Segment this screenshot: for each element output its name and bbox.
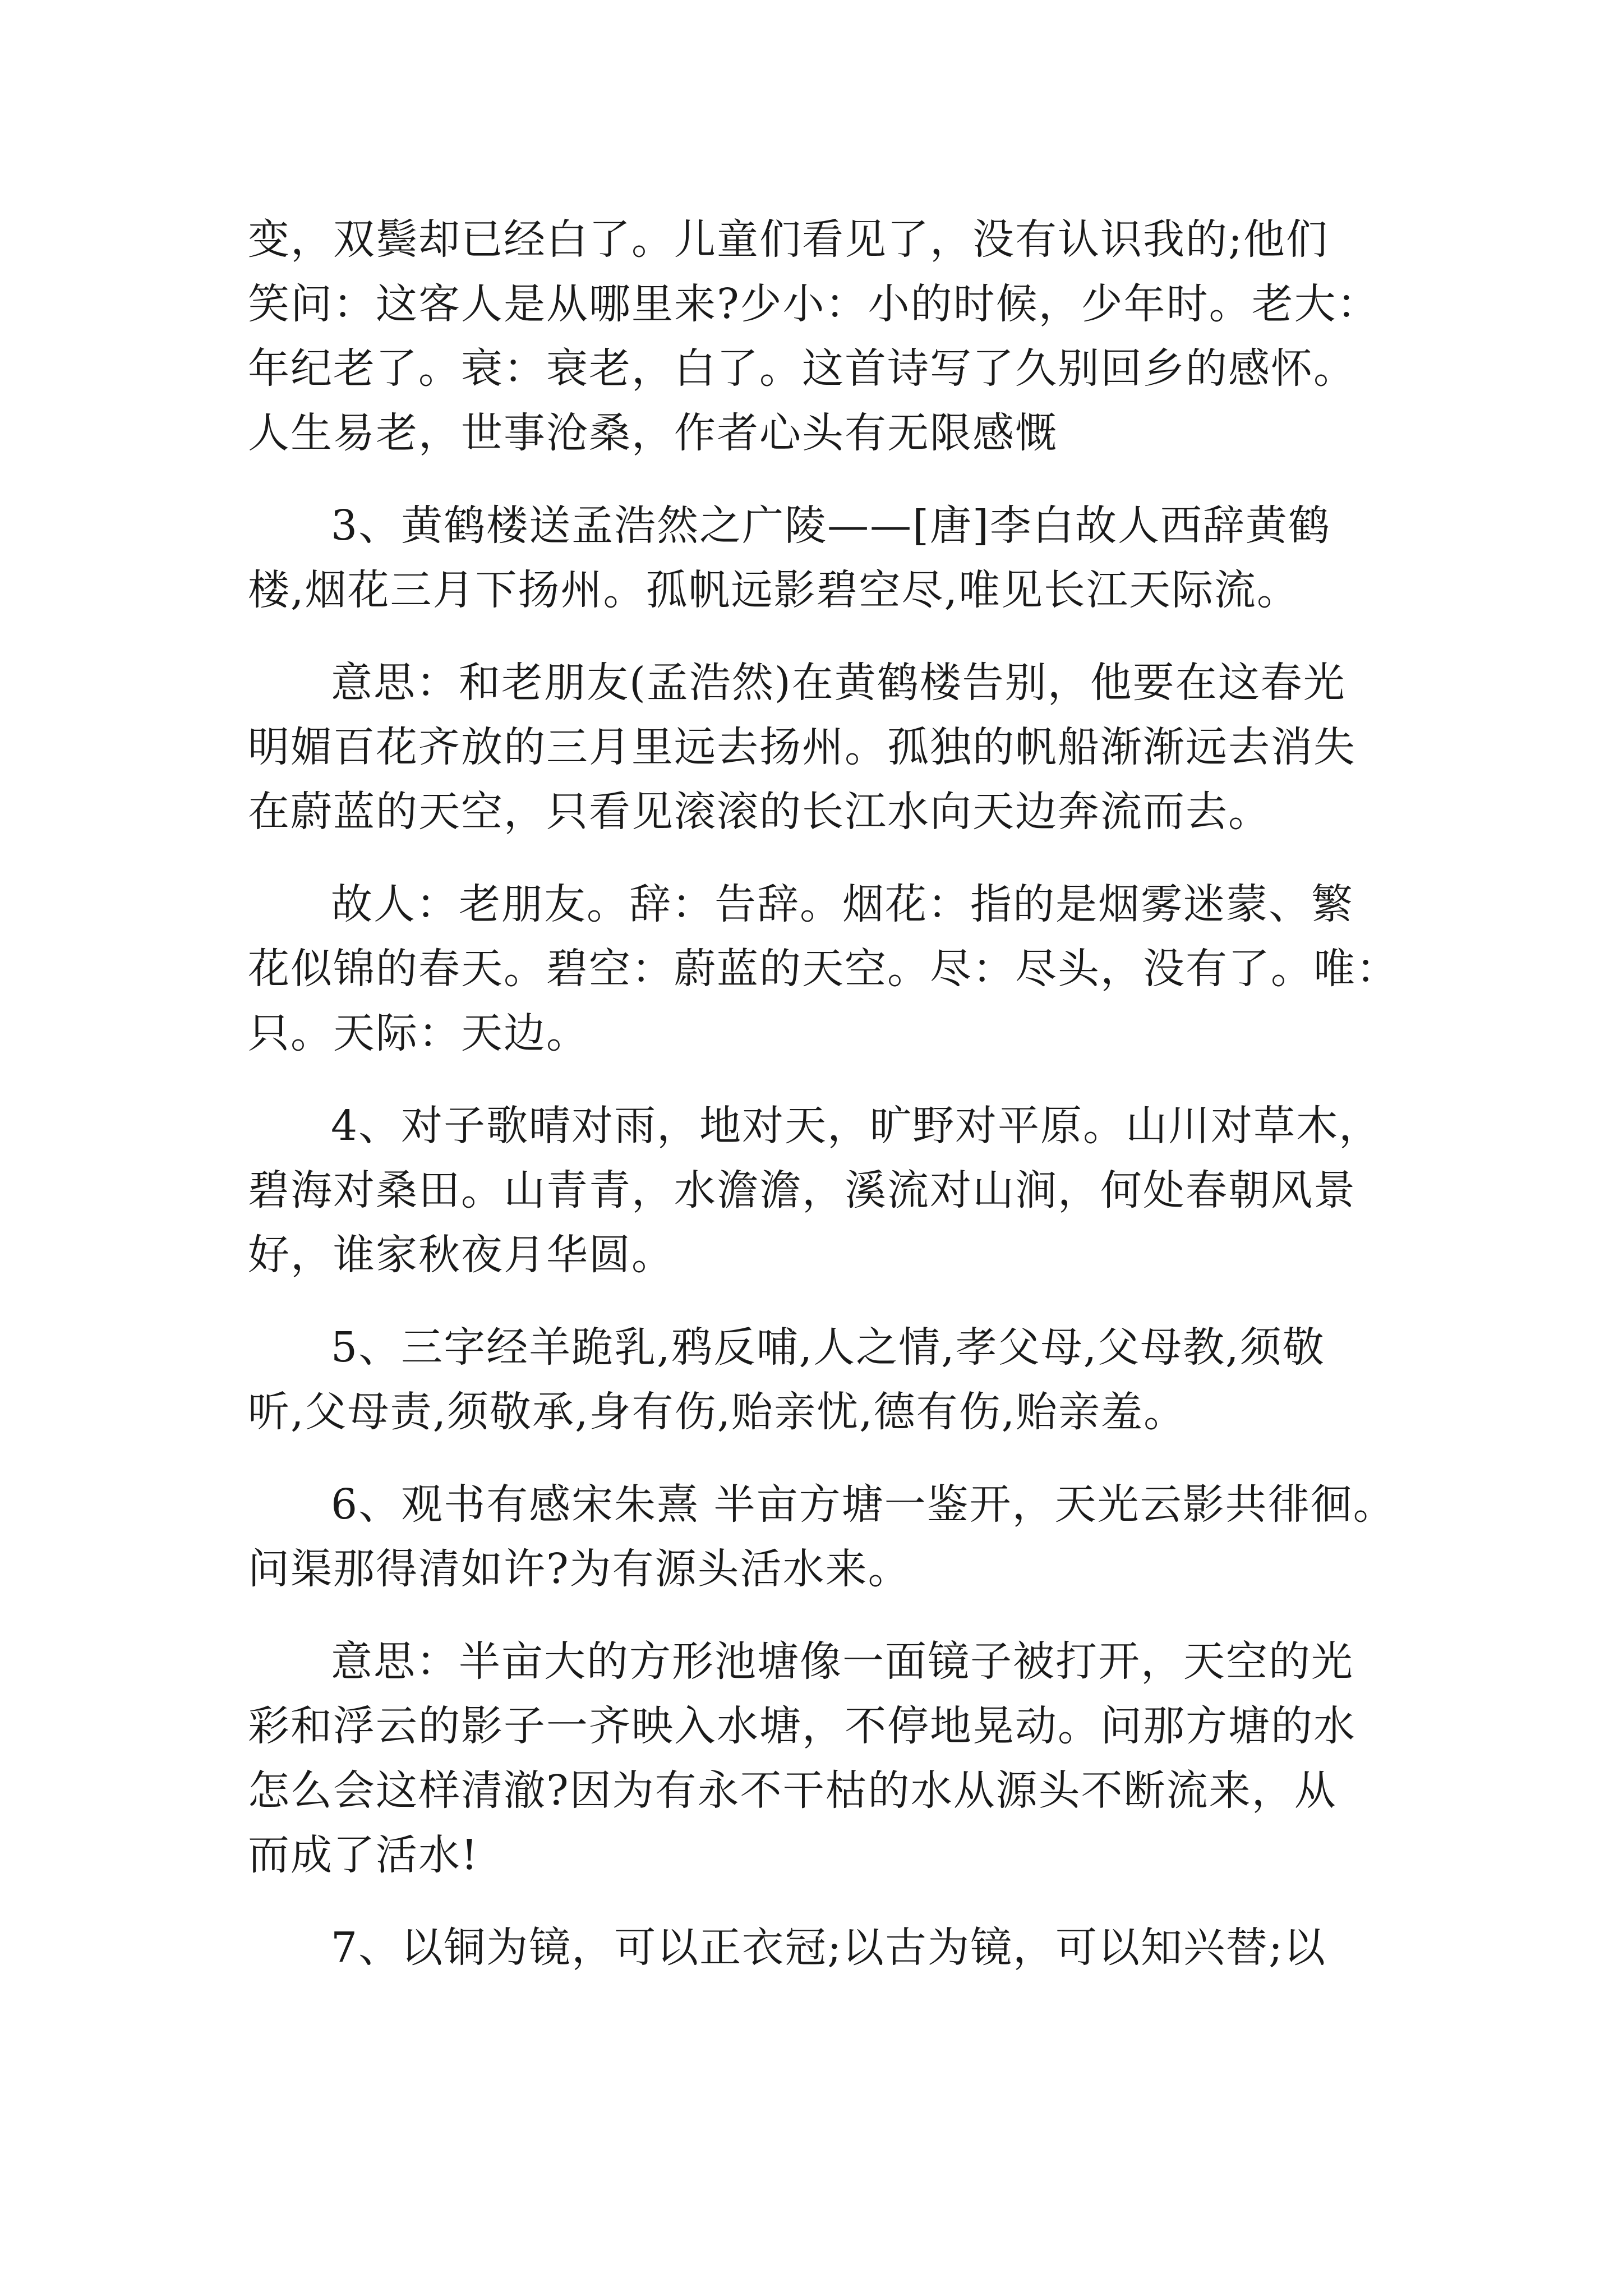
text-line: 花似锦的春天。碧空：蔚蓝的天空。尽：尽头，没有了。唯： [248, 945, 1399, 993]
paragraph-9 [248, 1916, 1381, 1980]
text-line: 意思：和老朋友(孟浩然)在黄鹤楼告别，他要在这春光 [331, 659, 1346, 707]
text-line: 5、三字经羊跪乳,鸦反哺,人之情,孝父母,父母教,须敬 [331, 1323, 1325, 1372]
paragraph-4 [248, 872, 1399, 1066]
paragraph-6 [248, 1315, 1381, 1444]
text-line: 笑问：这客人是从哪里来?少小：小的时候，少年时。老大： [248, 280, 1380, 328]
text-line: 7、以铜为镜，可以正衣冠;以古为镜，可以知兴替;以 [331, 1924, 1326, 1972]
document-body [248, 208, 1399, 2008]
text-line: 3、黄鹤楼送孟浩然之广陵——[唐]李白故人西辞黄鹤 [331, 501, 1331, 550]
text-line: 6、观书有感宋朱熹 半亩方塘一鉴开，天光云影共徘徊。 [331, 1480, 1396, 1529]
text-line: 变，双鬓却已经白了。儿童们看见了，没有认识我的;他们 [248, 215, 1329, 264]
text-line: 而成了活水! [248, 1831, 479, 1879]
text-line: 碧海对桑田。山青青，水澹澹，溪流对山涧，何处春朝风景 [248, 1166, 1356, 1214]
text-line: 楼,烟花三月下扬州。孤帆远影碧空尽,唯见长江天际流。 [248, 566, 1300, 614]
paragraph-7 [248, 1473, 1396, 1602]
text-line: 故人：老朋友。辞：告辞。烟花：指的是烟雾迷蒙、繁 [331, 880, 1354, 928]
text-line: 好，谁家秋夜月华圆。 [248, 1231, 674, 1279]
paragraph-2 [248, 494, 1381, 623]
paragraph-8 [248, 1630, 1381, 1888]
text-line: 人生易老，世事沧桑，作者心头有无限感慨 [248, 409, 1058, 457]
text-line: 怎么会这样清澈?因为有永不干枯的水从源头不断流来，从 [248, 1766, 1337, 1815]
text-line: 彩和浮云的影子一齐映入水塘，不停地晃动。问那方塘的水 [248, 1702, 1356, 1750]
paragraph-1 [248, 208, 1381, 466]
text-line: 明媚百花齐放的三月里远去扬州。孤独的帆船渐渐远去消失 [248, 723, 1356, 771]
paragraph-5 [248, 1094, 1381, 1287]
text-line: 在蔚蓝的天空，只看见滚滚的长江水向天边奔流而去。 [248, 788, 1271, 836]
text-line: 问渠那得清如许?为有源头活水来。 [248, 1545, 911, 1593]
text-line: 听,父母责,须敬承,身有伤,贻亲忧,德有伤,贻亲羞。 [248, 1388, 1187, 1436]
paragraph-3 [248, 651, 1381, 844]
text-line: 只。天际：天边。 [248, 1009, 589, 1057]
text-line: 4、对子歌晴对雨，地对天，旷野对平原。山川对草木， [331, 1102, 1382, 1150]
text-line: 年纪老了。衰：衰老，白了。这首诗写了久别回乡的感怀。 [248, 344, 1356, 393]
text-line: 意思：半亩大的方形池塘像一面镜子被打开，天空的光 [331, 1637, 1354, 1686]
